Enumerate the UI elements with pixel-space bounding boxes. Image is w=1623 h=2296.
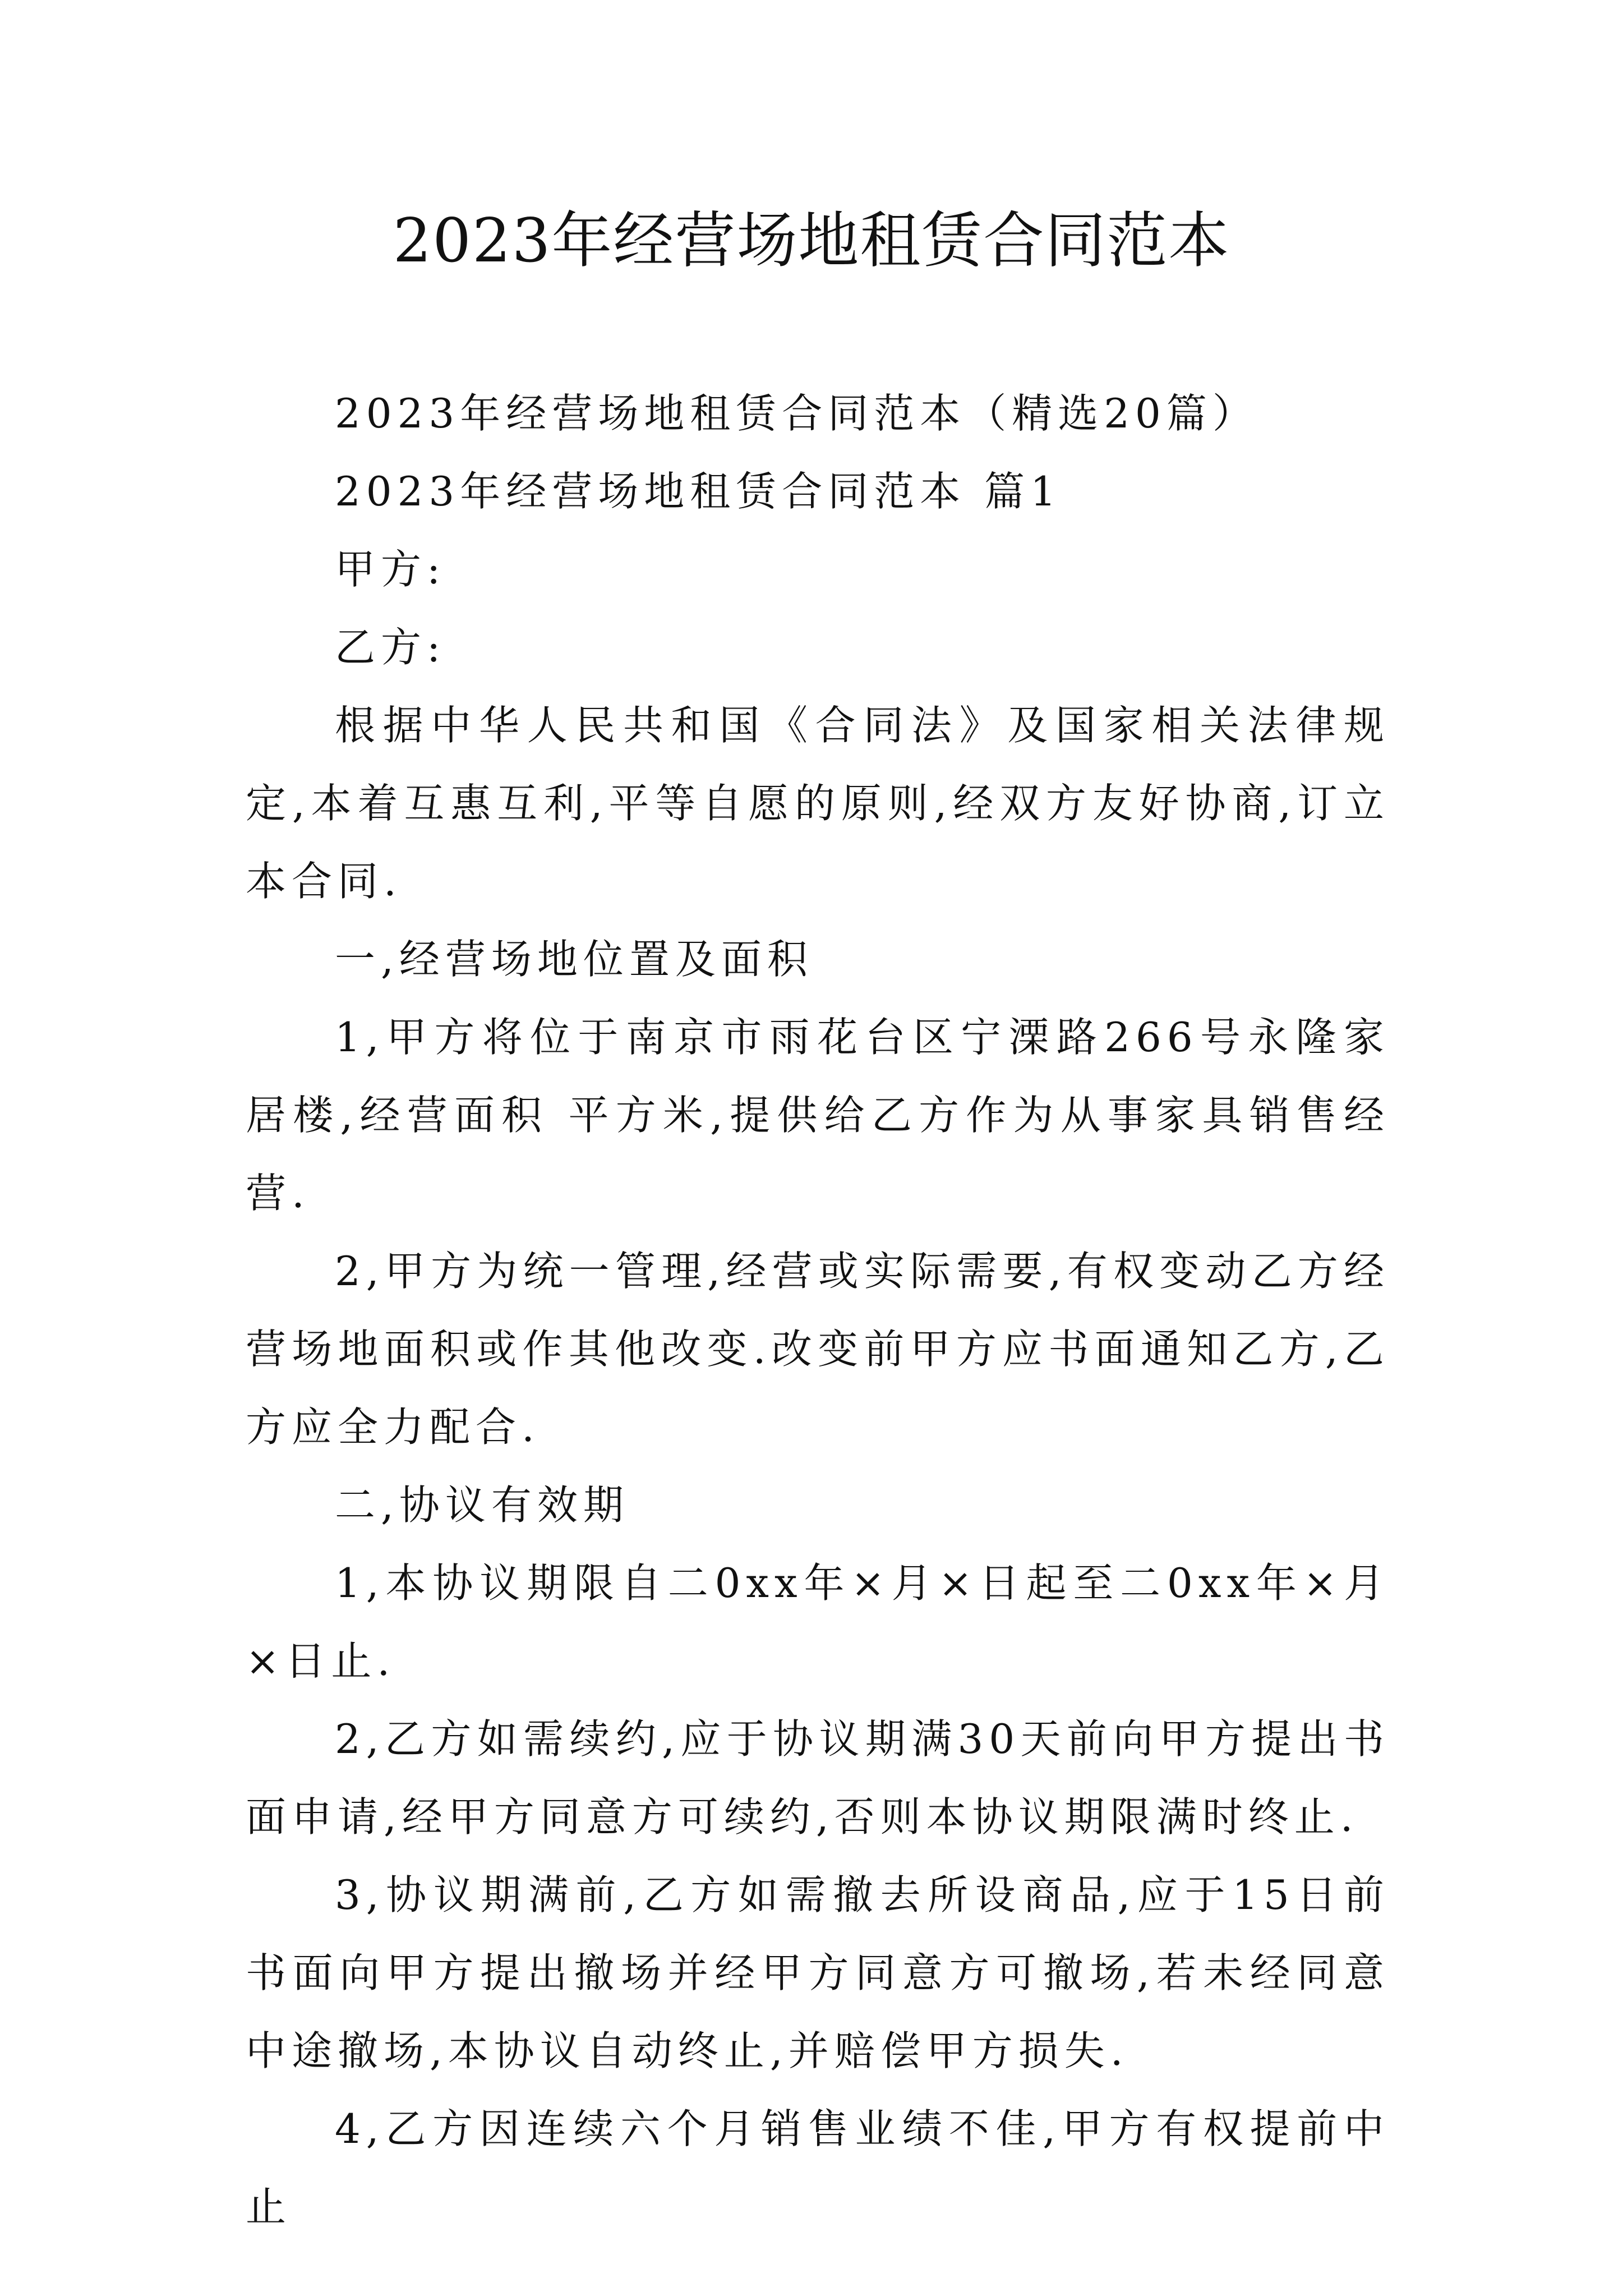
paragraph-clause: 3,协议期满前,乙方如需撤去所设商品,应于15日前书面向甲方提出撤场并经甲方同意方可撤场,若未经同意中途撤场,本协议自动终止,并赔偿甲方损失. xyxy=(246,1871,1390,2074)
paragraph-preamble: 根据中华人民共和国《合同法》及国家相关法律规定,本着互惠互利,平等自愿的原则,经双方友好协商,订立本合同. xyxy=(246,702,1390,905)
paragraph-clause: 1,本协议期限自二0xx年×月×日起至二0xx年×月×日止. xyxy=(246,1559,1390,1685)
document-title: 2023年经营场地租赁合同范本 xyxy=(393,206,1230,276)
paragraph-heading-term: 二,协议有效期 xyxy=(335,1481,629,1529)
paragraph-clause: 1,甲方将位于南京市雨花台区宁溧路266号永隆家居楼,经营面积 平方米,提供给乙方作为从事家具销售经营. xyxy=(246,1014,1390,1217)
paragraph-heading-location: 一,经营场地位置及面积 xyxy=(335,936,813,983)
paragraph-party-a: 甲方: xyxy=(335,546,446,593)
paragraph-party-b: 乙方: xyxy=(335,624,446,671)
paragraph-clause: 2,甲方为统一管理,经营或实际需要,有权变动乙方经营场地面积或作其他改变.改变前甲方应书面通知乙方,乙方应全力配合. xyxy=(246,1248,1390,1451)
paragraph-subtitle: 2023年经营场地租赁合同范本（精选20篇） xyxy=(335,390,1258,437)
paragraph-clause: 4,乙方因连续六个月销售业绩不佳,甲方有权提前中止 xyxy=(246,2105,1390,2230)
paragraph-section-heading: 2023年经营场地租赁合同范本 篇1 xyxy=(335,468,1062,515)
document-body xyxy=(246,375,1390,2246)
paragraph-clause: 2,乙方如需续约,应于协议期满30天前向甲方提出书面申请,经甲方同意方可续约,否则本协议期限满时终止. xyxy=(246,1715,1390,1841)
